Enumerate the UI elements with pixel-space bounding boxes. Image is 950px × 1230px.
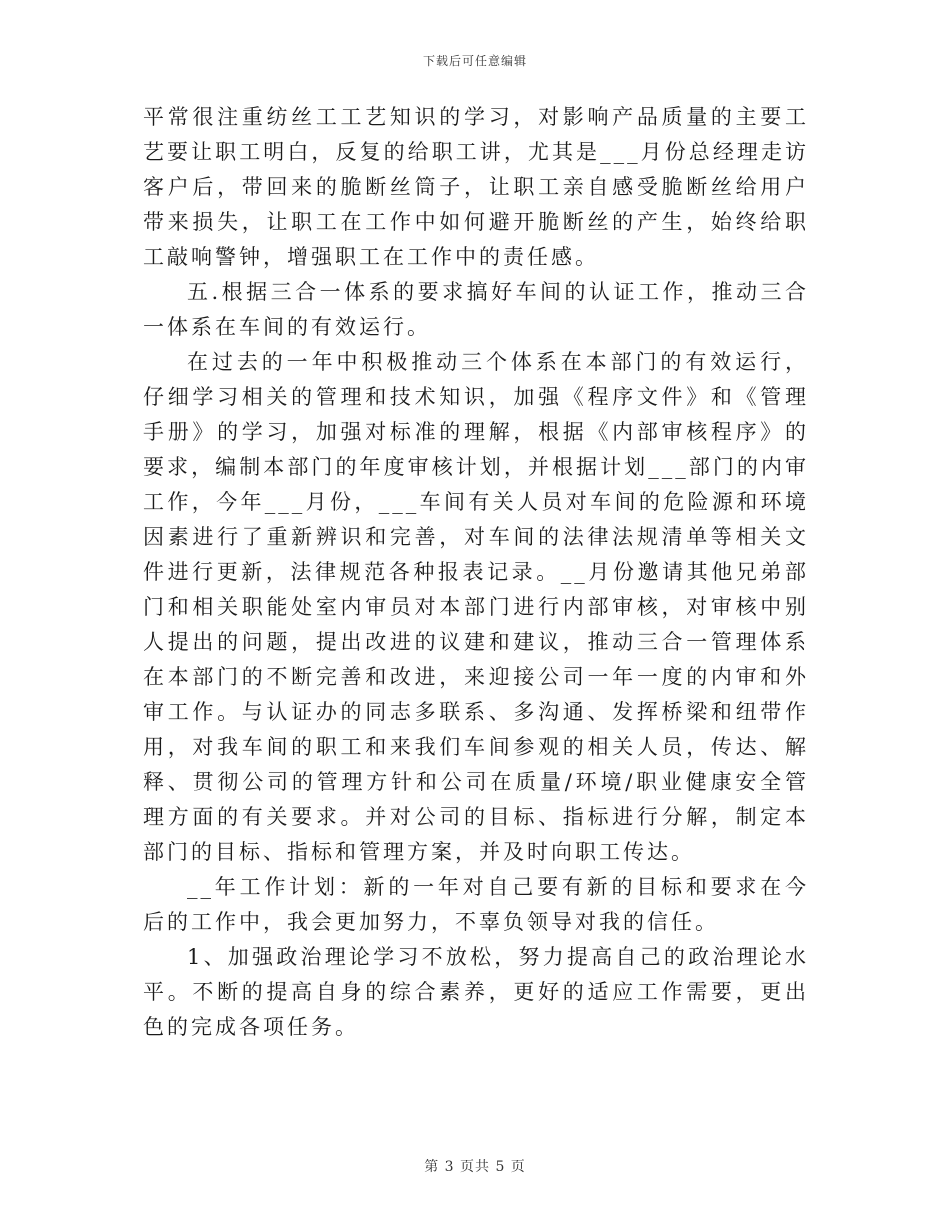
page-header: 下载后可任意编辑: [422, 54, 527, 68]
paragraph-3: 在过去的一年中积极推动三个体系在本部门的有效运行，仔细学习相关的管理和技术知识，加强《程序文件》和《管理手册》的学习，加强对标准的理解，根据《内部审核程序》的要求，编制本部门的年度审核计划，并根据计划___部门的内审工作，今年___月份，___车间有关人员对车间的危险源和环境因素进行了重新辨识和完善，对车间的法律法规清单等相关文件进行更新，法律规范各种报表记录。__月份邀请其他兄弟部门和相关职能处室内审员对本部门进行内部审核，对审核中别人提出的问题，提出改进的议建和建议，推动三合一管理体系在本部门的不断完善和改进，来迎接公司一年一度的内审和外审工作。与认证办的同志多联系、多沟通、发挥桥梁和纽带作用，对我车间的职工和来我们车间参观的相关人员，传达、解释、贯彻公司的管理方针和公司在质量/环境/职业健康安全管理方面的有关要求。并对公司的目标、指标进行分解，制定本部门的目标、指标和管理方案，并及时向职工传达。: [143, 350, 809, 864]
document-body: [143, 100, 809, 1045]
page-footer: 第 3 页共 5 页: [424, 1159, 526, 1175]
paragraph-1: 平常很注重纺丝工工艺知识的学习，对影响产品质量的主要工艺要让职工明白，反复的给职工讲，尤其是___月份总经理走访客户后，带回来的脆断丝筒子，让职工亲自感受脆断丝给用户带来损失，让职工在工作中如何避开脆断丝的产生，始终给职工敲响警钟，增强职工在工作中的责任感。: [143, 105, 809, 269]
paragraph-4: __年工作计划：新的一年对自己要有新的目标和要求在今后的工作中，我会更加努力，不辜负领导对我的信任。: [143, 875, 809, 934]
paragraph-2: 五.根据三合一体系的要求搞好车间的认证工作，推动三合一体系在车间的有效运行。: [143, 280, 809, 339]
paragraph-5: 1、加强政治理论学习不放松，努力提高自己的政治理论水平。不断的提高自身的综合素养，更好的适应工作需要，更出色的完成各项任务。: [143, 945, 809, 1039]
